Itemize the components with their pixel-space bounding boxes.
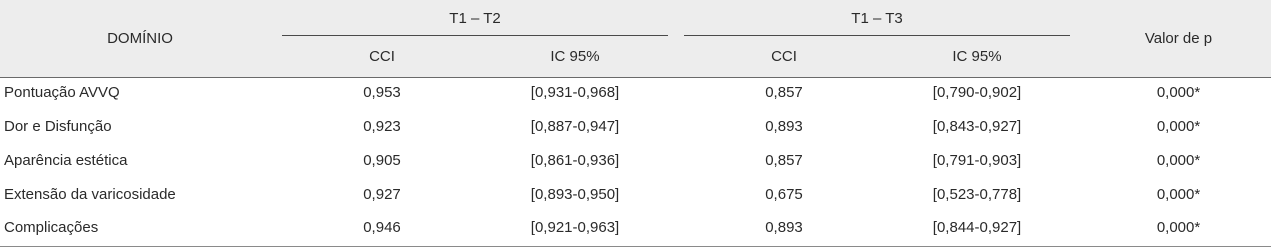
row-cci-t1-t2: 0,905 — [363, 152, 401, 169]
row-domain: Complicações — [4, 219, 99, 236]
row-cci-t1-t3: 0,857 — [765, 152, 803, 169]
row-cci-t1-t2: 0,946 — [363, 219, 401, 236]
header-domain: DOMÍNIO — [107, 30, 173, 47]
row-domain: Extensão da varicosidade — [4, 186, 176, 203]
header-cci-t1-t3: CCI — [771, 48, 797, 65]
row-domain: Pontuação AVVQ — [4, 84, 120, 101]
row-cci-t1-t2: 0,953 — [363, 84, 401, 101]
header-bottom-rule — [0, 77, 1271, 78]
row-ic-t1-t2: [0,887-0,947] — [530, 118, 620, 135]
header-ic-t1-t3: IC 95% — [952, 48, 1002, 65]
row-ic-t1-t3: [0,843-0,927] — [932, 118, 1022, 135]
row-p-value: 0,000* — [1156, 186, 1201, 203]
group-underline-t1-t2 — [282, 35, 668, 36]
row-ic-t1-t2: [0,893-0,950] — [530, 186, 620, 203]
header-group-t1-t2: T1 – T2 — [449, 10, 501, 27]
row-ic-t1-t2: [0,861-0,936] — [530, 152, 620, 169]
row-domain: Aparência estética — [4, 152, 128, 169]
header-ic-t1-t2: IC 95% — [550, 48, 600, 65]
table-bottom-rule — [0, 246, 1271, 247]
row-p-value: 0,000* — [1156, 219, 1201, 236]
group-underline-t1-t3 — [684, 35, 1070, 36]
row-ic-t1-t3: [0,523-0,778] — [932, 186, 1022, 203]
header-p-value: Valor de p — [1144, 30, 1213, 47]
row-ic-t1-t2: [0,921-0,963] — [530, 219, 620, 236]
row-domain: Dor e Disfunção — [4, 118, 112, 135]
row-p-value: 0,000* — [1156, 84, 1201, 101]
row-ic-t1-t2: [0,931-0,968] — [530, 84, 620, 101]
row-cci-t1-t3: 0,893 — [765, 219, 803, 236]
row-cci-t1-t3: 0,893 — [765, 118, 803, 135]
row-p-value: 0,000* — [1156, 118, 1201, 135]
row-cci-t1-t3: 0,857 — [765, 84, 803, 101]
row-ic-t1-t3: [0,844-0,927] — [932, 219, 1022, 236]
row-ic-t1-t3: [0,791-0,903] — [932, 152, 1022, 169]
header-group-t1-t3: T1 – T3 — [851, 10, 903, 27]
row-cci-t1-t2: 0,927 — [363, 186, 401, 203]
row-p-value: 0,000* — [1156, 152, 1201, 169]
row-cci-t1-t3: 0,675 — [765, 186, 803, 203]
row-cci-t1-t2: 0,923 — [363, 118, 401, 135]
row-ic-t1-t3: [0,790-0,902] — [932, 84, 1022, 101]
header-cci-t1-t2: CCI — [369, 48, 395, 65]
